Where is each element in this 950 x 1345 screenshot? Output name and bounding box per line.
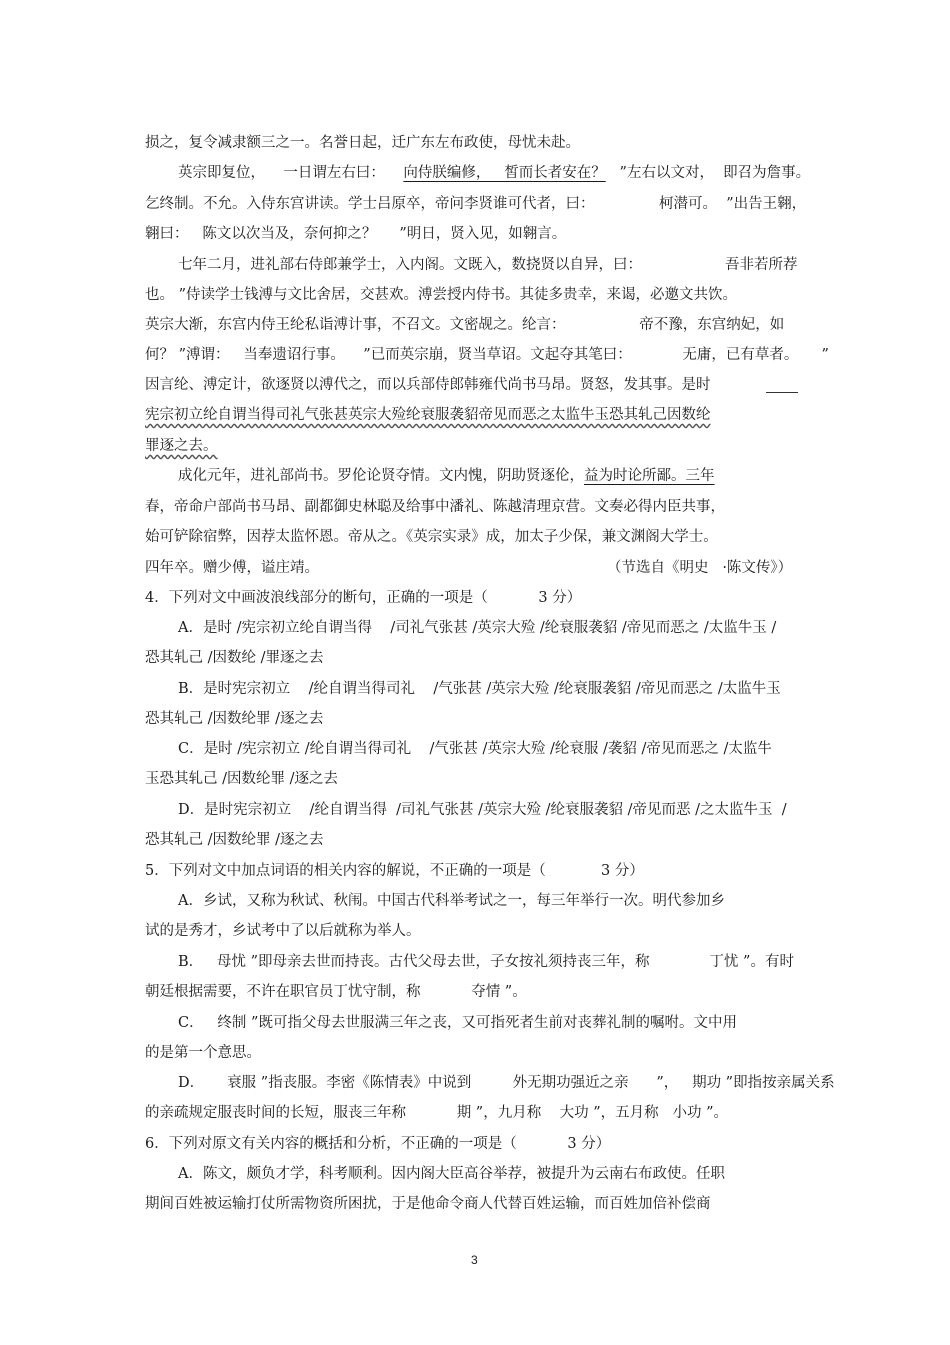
passage-line: 始可铲除宿弊，因荐太监怀恩。帝从之。《英宗实录》成，加太子少保，兼文渊阁大学士。: [145, 529, 718, 545]
option-c: C． 终制 ”既可指父母去世服满三年之丧，又可指死者生前对丧葬礼制的嘱咐。文中用: [178, 1015, 737, 1031]
option-c-cont: 玉恐其轧己 /因数纶罪 /逐之去: [145, 771, 338, 787]
blank-rule: [766, 392, 798, 393]
passage-line: 四年卒。赠少傅，谥庄靖。: [145, 560, 319, 576]
passage-text: ”左右以文对， 即召为詹事。: [605, 165, 811, 181]
passage-line: 英宗大渐，东宫内侍王纶私诣溥计事，不召文。文密觇之。纶言： 帝不豫，东宫纳妃，如: [145, 317, 785, 333]
question-stem: 4．下列对文中画波浪线部分的断句，正确的一项是（ 3 分）: [145, 590, 582, 606]
underlined-text: 向侍朕编修， 皙而长者安在？: [403, 165, 606, 181]
passage-line: 损之，复令减隶额三之一。名誉日起，迁广东左布政使，母忧未赴。: [145, 135, 580, 151]
wavy-underlined-line: 宪宗初立纶自谓当得司礼气张甚英宗大殓纶衰服袭貂帝见而恶之太监牛玉恐其轧己因数纶: [145, 407, 711, 423]
option-d: D．是时宪宗初立 /纶自谓当得 /司礼气张甚 /英宗大殓 /纶衰服袭貂 /帝见而恶 /之太监牛玉 /: [178, 802, 787, 818]
option-b: B． 母忧 ”即母亲去世而持丧。古代父母去世，子女按礼须持丧三年，称 丁忧 ”。有时: [178, 954, 794, 970]
passage-line: [178, 466, 715, 486]
passage-line: 乞终制。不允。入侍东宫讲读。学士吕原卒，帝问李贤谁可代者，曰： 柯潜可。 ”出告王翱，: [145, 196, 807, 212]
underlined-text: 益为时论所鄙。三年: [584, 468, 715, 484]
passage-line: 何？ ”溥谓： 当奉遗诏行事。 ”已而英宗崩，贤当草诏。文起夺其笔曰： 无庸，已有草者。 ”: [145, 347, 829, 363]
passage-text: 英宗即复位， 一日谓左右曰：: [178, 165, 404, 181]
option-d-cont: 恐其轧己 /因数纶罪 /逐之去: [145, 832, 324, 848]
option-a: A．是时 /宪宗初立纶自谓当得 /司礼气张甚 /英宗大殓 /纶衰服袭貂 /帝见而恶之 /太监牛玉 /: [178, 620, 777, 636]
option-b-cont: 恐其轧己 /因数纶罪 /逐之去: [145, 711, 324, 727]
option-a-cont: 期间百姓被运输打仗所需物资所困扰，于是他命令商人代替百姓运输，而百姓加倍补偿商: [145, 1196, 711, 1212]
option-b: B．是时宪宗初立 /纶自谓当得司礼 /气张甚 /英宗大殓 /纶衰服袭貂 /帝见而恶之 /太监牛玉: [178, 681, 781, 697]
option-d: D． 衰服 ”指丧服。李密《陈情表》中说到 外无期功强近之亲 ”， 期功 ”即指按亲属关系: [178, 1075, 835, 1091]
passage-line: 春，帝命户部尚书马昂、副都御史林聪及给事中潘礼、陈越清理京营。文奏必得内臣共事，: [145, 499, 725, 515]
page-number: 3: [471, 1253, 478, 1267]
passage-line: 因言纶、溥定计，欲逐贤以溥代之，而以兵部侍郎韩雍代尚书马昂。贤怒，发其事。是时: [145, 377, 711, 393]
option-a-cont: 试的是秀才，乡试考中了以后就称为举人。: [145, 923, 421, 939]
option-c-cont: 的是第一个意思。: [145, 1045, 261, 1061]
question-stem: 6．下列对原文有关内容的概括和分析，不正确的一项是（ 3 分）: [145, 1136, 611, 1152]
option-a: A．乡试，又称为秋试、秋闱。中国古代科举考试之一，每三年举行一次。明代参加乡: [178, 893, 725, 909]
option-c: C．是时 /宪宗初立 /纶自谓当得司礼 /气张甚 /英宗大殓 /纶衰服 /袭貂 /帝见而恶之 /太监牛: [178, 741, 772, 757]
passage-text: 成化元年，进礼部尚书。罗伦论贤夺情。文内愧，阴助贤逐伦，: [178, 468, 584, 484]
passage-line: 也。 ”侍读学士钱溥与文比舍居，交甚欢。溥尝授内侍书。其徒多贵幸，来谒，必邀文共饮。: [145, 287, 738, 303]
option-b-cont: 朝廷根据需要，不许在职官员丁忧守制，称 夺情 ”。: [145, 984, 527, 1000]
option-a-cont: 恐其轧己 /因数纶 /罪逐之去: [145, 650, 324, 666]
wavy-underlined-line: 罪逐之去。: [145, 438, 218, 454]
option-d-cont: 的亲疏规定服丧时间的长短，服丧三年称 期 ”，九月称 大功 ”，五月称 小功 ”。: [145, 1105, 729, 1121]
question-stem: 5．下列对文中加点词语的相关内容的解说，不正确的一项是（ 3 分）: [145, 863, 644, 879]
passage-line: 翱曰： 陈文以次当及，奈何抑之？ ”明日，贤入见，如翱言。: [145, 226, 567, 242]
passage-line: 七年二月，进礼部右侍郎兼学士，入内阁。文既入，数挠贤以自异，曰： 吾非若所荐: [178, 257, 798, 273]
option-a: A．陈文，颇负才学，科考顺利。因内阁大臣高谷举荐，被提升为云南右布政使。任职: [178, 1166, 725, 1182]
source-citation: （节选自《明史 ·陈文传》）: [607, 560, 793, 576]
passage-line: [178, 163, 810, 183]
